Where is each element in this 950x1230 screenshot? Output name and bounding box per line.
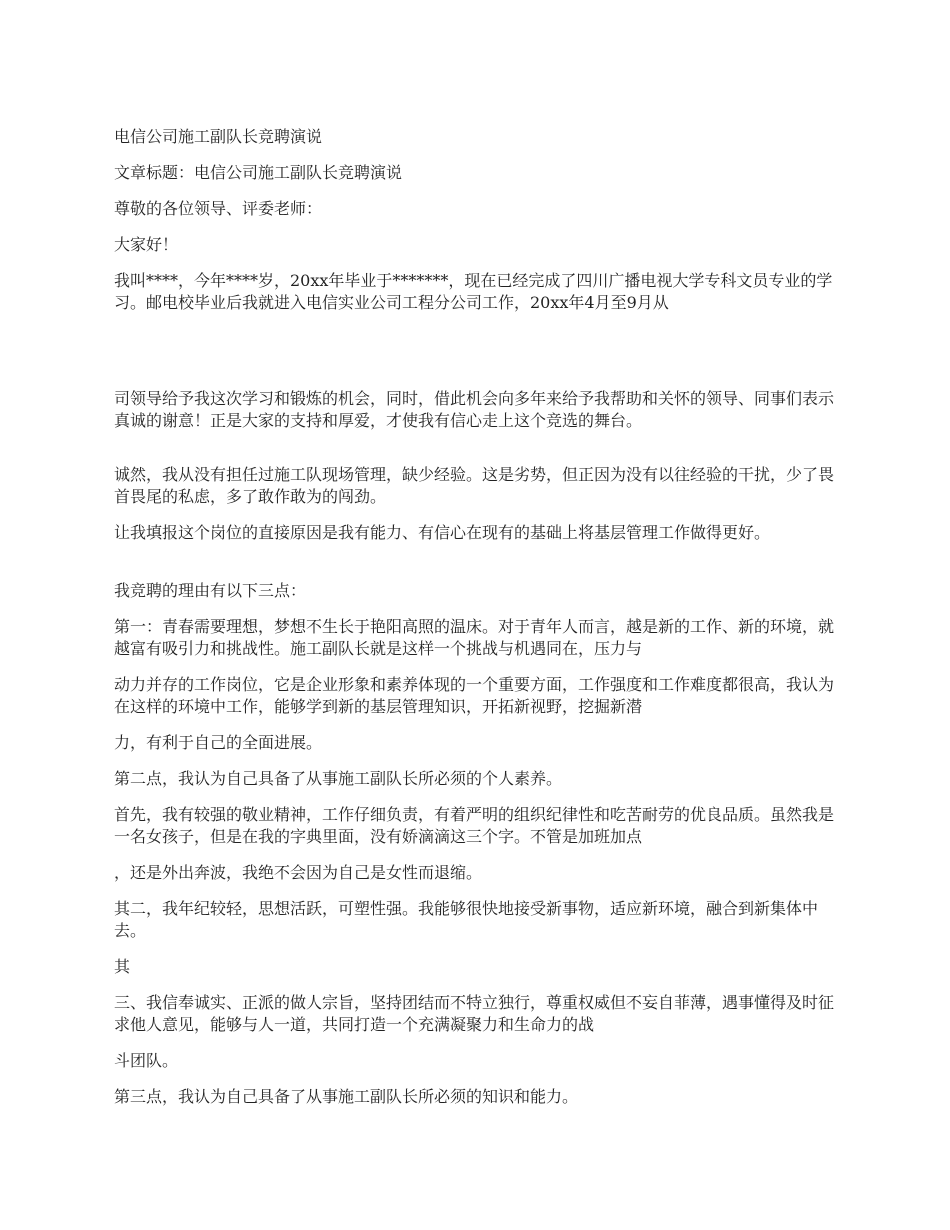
paragraph-point-three: 第三点，我认为自己具备了从事施工副队长所必须的知识和能力。: [114, 1087, 579, 1106]
paragraph-intro: 我叫****，今年****岁，20xx年毕业于*******，现在已经完成了四川广播电视大学专科文员专业的学习。邮电校毕业后我就进入电信实业公司工程分公司工作，20xx年4月至9月从: [114, 271, 833, 312]
article-heading: 文章标题：电信公司施工副队长竞聘演说: [114, 163, 403, 182]
paragraph-third-label: 其: [114, 957, 131, 976]
paragraph-reason: 让我填报这个岗位的直接原因是我有能力、有信心在现有的基础上将基层管理工作做得更好。: [114, 523, 771, 542]
paragraph-point-two: 第二点，我认为自己具备了从事施工副队长所必须的个人素养。: [114, 769, 563, 788]
paragraph-third: 三、我信奉诚实、正派的做人宗旨，坚持团结而不特立独行，尊重权威但不妄自菲薄，遇事懂得及时征求他人意见，能够与人一道，共同打造一个充满凝聚力和生命力的战: [114, 993, 835, 1034]
paragraph-third-end: 斗团队。: [114, 1051, 179, 1070]
paragraph-experience: 诚然，我从没有担任过施工队现场管理，缺少经验。这是劣势，但正因为没有以往经验的干扰，少了畏首畏尾的私虑，多了敢作敢为的闯劲。: [114, 465, 835, 506]
paragraph-first-cont: ，还是外出奔波，我绝不会因为自己是女性而退缩。: [114, 863, 483, 882]
paragraph-thanks: 司领导给予我这次学习和锻炼的机会，同时，借此机会向多年来给予我帮助和关怀的领导、同事们表示真诚的谢意！正是大家的支持和厚爱，才使我有信心走上这个竞选的舞台。: [114, 389, 835, 430]
paragraph-point-one-cont: 动力并存的工作岗位，它是企业形象和素养体现的一个重要方面，工作强度和工作难度都很高，我认为在这样的环境中工作，能够学到新的基层管理知识，开拓新视野，挖掘新潜: [114, 675, 835, 716]
paragraph-point-one: 第一：青春需要理想，梦想不生长于艳阳高照的温床。对于青年人而言，越是新的工作、新的环境，就越富有吸引力和挑战性。施工副队长就是这样一个挑战与机遇同在，压力与: [114, 617, 835, 658]
paragraph-second: 其二，我年纪较轻，思想活跃，可塑性强。我能够很快地接受新事物，适应新环境，融合到新集体中去。: [114, 899, 819, 940]
paragraph-point-one-end: 力，有利于自己的全面进展。: [114, 733, 323, 752]
paragraph-three-points: 我竞聘的理由有以下三点：: [114, 581, 307, 600]
salutation: 尊敬的各位领导、评委老师：: [114, 199, 323, 218]
greeting: 大家好！: [114, 235, 179, 254]
paragraph-first: 首先，我有较强的敬业精神，工作仔细负责，有着严明的组织纪律性和吃苦耐劳的优良品质。虽然我是一名女孩子，但是在我的字典里面，没有娇滴滴这三个字。不管是加班加点: [114, 805, 835, 846]
document-title: 电信公司施工副队长竞聘演说: [114, 127, 323, 146]
